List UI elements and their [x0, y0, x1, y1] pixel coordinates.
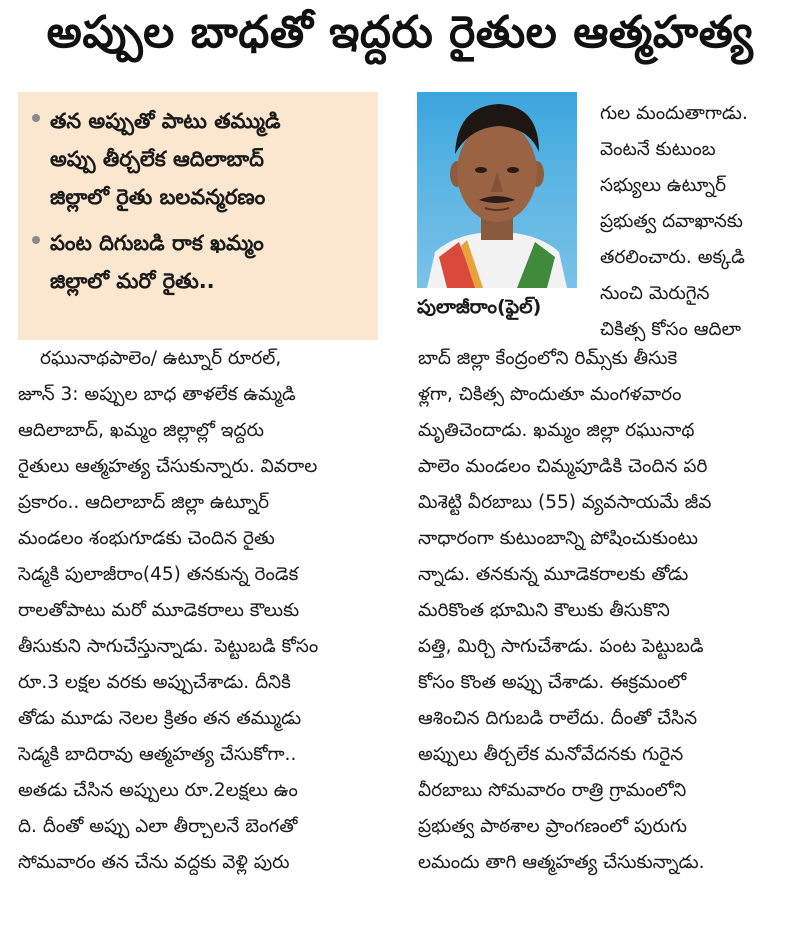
body-line: రైతులు ఆత్మహత్య చేసుకున్నారు. వివరాల [18, 456, 318, 477]
body-line: రూ.3 లక్షల వరకు అప్పుచేశాడు. దీనికి [18, 672, 291, 693]
body-line: అతడు చేసిన అప్పులు రూ.2లక్షలు ఉం [18, 780, 298, 801]
body-line: పాలెం మండలం చిమ్మపూడికి చెందిన పరి [418, 456, 708, 477]
highlight-line: పంట దిగుబడి రాక ఖమ్మం [50, 231, 264, 255]
body-line: రఘునాథపాలెం/ ఉట్నూర్ రూరల్, [40, 348, 282, 369]
body-line: రాలతోపాటు మరో మూడెకరాలు కౌలుకు [18, 600, 300, 621]
highlight-line: జిల్లాలో మరో రైతు.. [50, 269, 215, 293]
body-line: మండలం శంభుగూడకు చెందిన రైతు [18, 528, 275, 549]
farmer-photo [417, 92, 577, 288]
body-line: న్నాడు. తనకున్న మూడెకరాలకు తోడు [418, 564, 689, 585]
highlights-box [18, 92, 378, 340]
photo-caption: పులాజీరాం(ఫైల్) [417, 296, 542, 318]
body-column-right [418, 341, 782, 881]
highlight-item [32, 102, 368, 216]
body-line: కోసం కొంత అప్పు చేశాడు. ఈక్రమంలో [418, 672, 687, 693]
body-line: మృతిచెందాడు. ఖమ్మం జిల్లా రఘునాథ [418, 420, 695, 441]
body-line: సభ్యులు ఉట్నూర్ [600, 175, 727, 196]
body-line: ప్రభుత్వ పాఠశాల ప్రాంగణంలో పురుగు [418, 816, 688, 837]
body-line: తీసుకుని సాగుచేస్తున్నాడు. పెట్టుబడి కోసం [18, 636, 319, 657]
body-line: పత్తి, మిర్చి సాగుచేశాడు. పంట పెట్టుబడి [418, 636, 704, 657]
body-line: ళ్లగా, చికిత్స పొందుతూ మంగళవారం [418, 384, 682, 405]
body-line: చికిత్స కోసం ఆదిలా [600, 319, 741, 340]
body-line: జూన్ 3: అప్పుల బాధ తాళలేక ఉమ్మడి [18, 384, 296, 405]
body-line: ప్రభుత్వ దవాఖానకు [600, 211, 743, 232]
body-line: అప్పులు తీర్చలేక మనోవేదనకు గురైన [418, 744, 684, 765]
highlight-line: జిల్లాలో రైతు బలవన్మరణం [50, 185, 266, 209]
body-line: సెడ్మకి బాదిరావు ఆత్మహత్య చేసుకోగా.. [18, 744, 297, 765]
body-line: మిశెట్టి వీరబాబు (55) వ్యవసాయమే జీవ [418, 492, 712, 513]
body-line: తోడు మూడు నెలల క్రితం తన తమ్ముడు [18, 708, 302, 729]
body-line: ది. దీంతో అప్పు ఎలా తీర్చాలనే బెంగతో [18, 816, 298, 837]
body-column-left [18, 341, 380, 881]
headline: అప్పుల బాధతో ఇద్దరు రైతుల ఆత్మహత్య [46, 7, 754, 58]
body-line: తరలించారు. అక్కడి [600, 247, 745, 268]
highlight-item [32, 224, 368, 300]
bullet-icon [32, 236, 40, 244]
body-line: లమందు తాగి ఆత్మహత్య చేసుకున్నాడు. [418, 852, 705, 873]
body-line: నాధారంగా కుటుంబాన్ని పోషించుకుంటు [418, 528, 699, 549]
body-line: బాద్ జిల్లా కేంద్రంలోని రిమ్స్‌కు తీసుకె [418, 348, 678, 369]
body-column-right-top [600, 96, 782, 348]
body-line: వెంటనే కుటుంబ [600, 139, 716, 160]
highlight-line: తన అప్పుతో పాటు తమ్ముడి [50, 109, 281, 133]
body-line: ఆశించిన దిగుబడి రాలేదు. దీంతో చేసిన [418, 708, 698, 729]
body-line: నుంచి మెరుగైన [600, 283, 710, 304]
body-line: ప్రకారం.. ఆదిలాబాద్ జిల్లా ఉట్నూర్ [18, 492, 270, 513]
body-line: సెడ్మకి పులాజీరాం(45) తనకున్న రెండెక [18, 564, 299, 585]
body-line: గుల మందుతాగాడు. [600, 103, 748, 124]
portrait-illustration [417, 92, 577, 288]
body-line: ఆదిలాబాద్, ఖమ్మం జిల్లాల్లో ఇద్దరు [18, 420, 264, 441]
body-line: వీరబాబు సోమవారం రాత్రి గ్రామంలోని [418, 780, 687, 801]
bullet-icon [32, 114, 40, 122]
body-line: మరికొంత భూమిని కౌలుకు తీసుకొని [418, 600, 670, 621]
highlight-line: అప్పు తీర్చలేక ఆదిలాబాద్ [50, 147, 264, 171]
body-line: సోమవారం తన చేను వద్దకు వెళ్లి పురు [18, 852, 290, 873]
